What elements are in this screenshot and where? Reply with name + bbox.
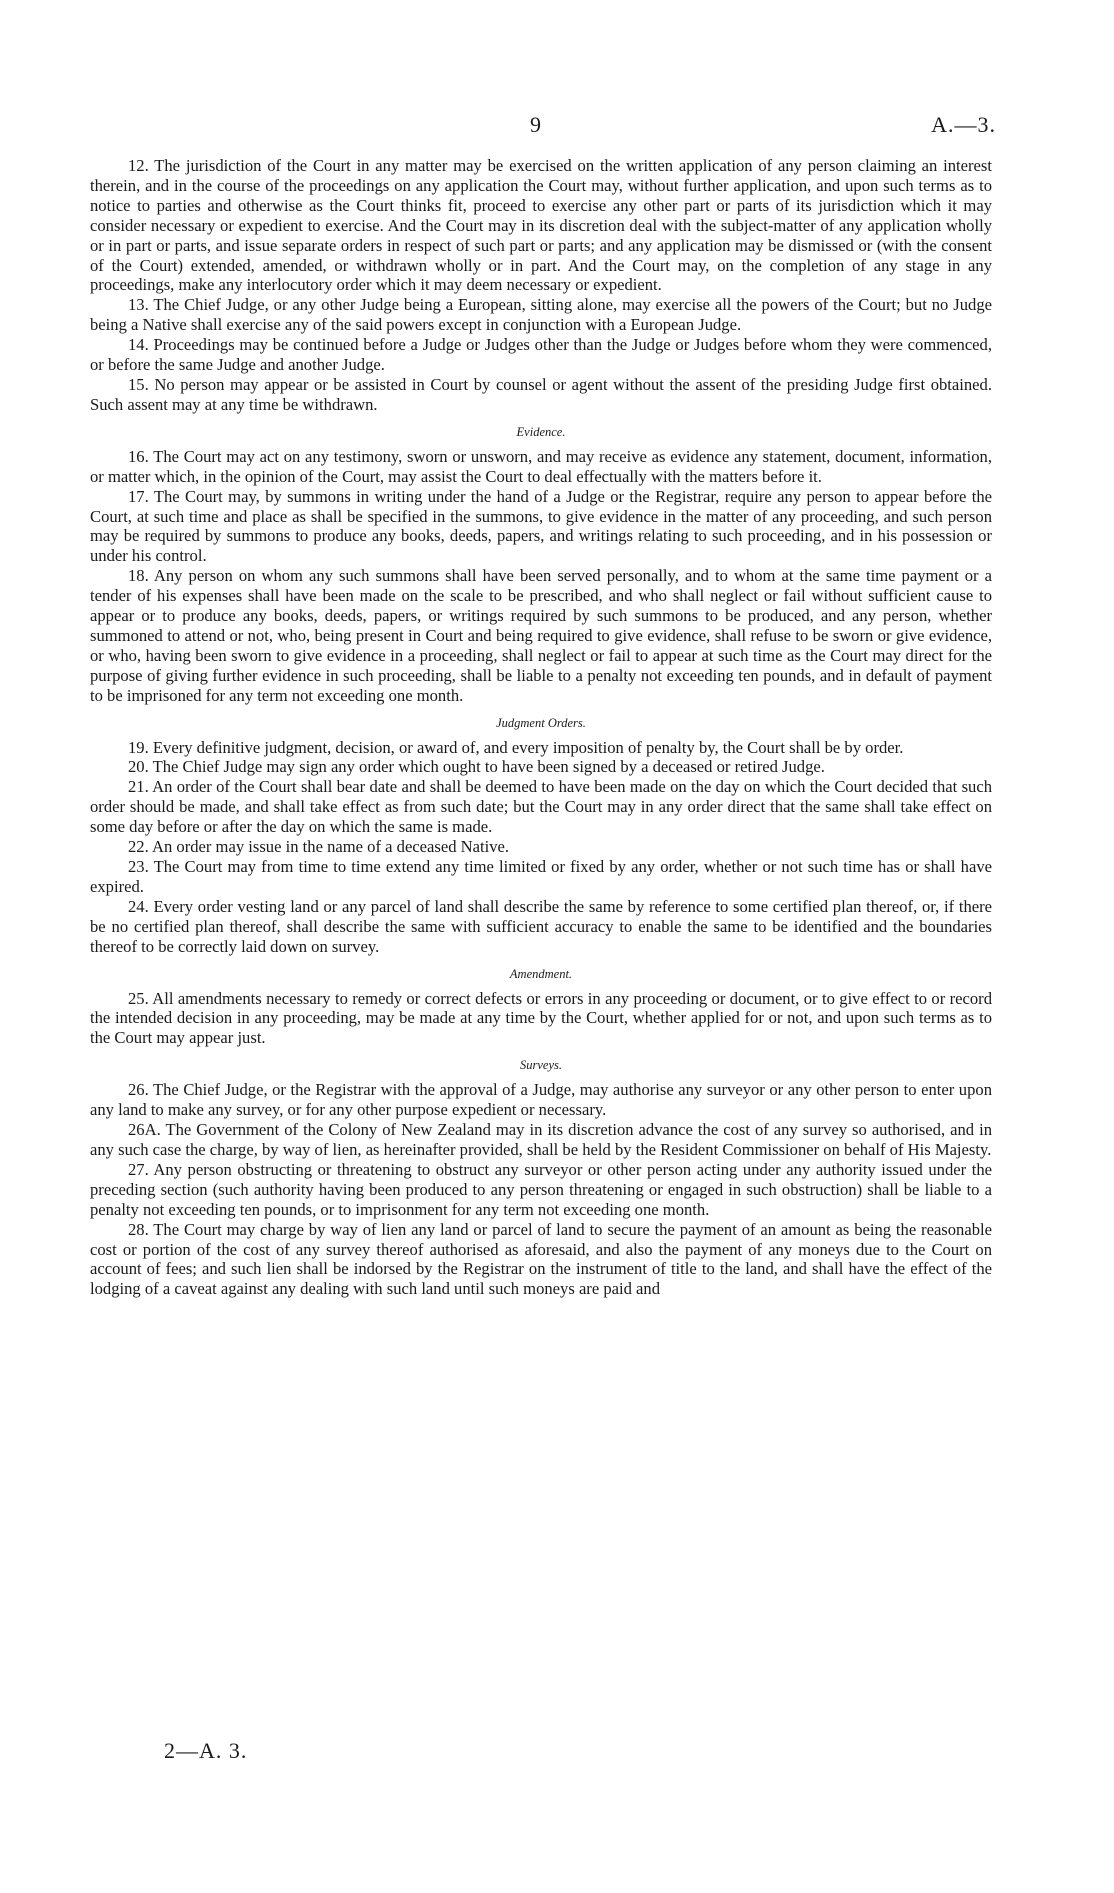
section-25: 25. All amendments necessary to remedy or correct defects or errors in any proceeding or document, or to give effect to or record the intended decision in any proceeding, may be made at any time by the Court, whether applied for or not, and upon such terms as to the Court may appear just. [90,988,992,1048]
section-18: 18. Any person on whom any such summons shall have been served personally, and to whom at the same time payment or a tender of his expenses shall have been made on the scale to be prescribed, and who shall neglect or fail without sufficient cause to appear or to produce any books, deeds, papers, or writings required by such summons to be produced, and any person, whether summoned to attend or not, who, being present in Court and being required to give evidence, shall refuse to be sworn or give evidence, or who, having been sworn to give evidence in a proceeding, shall neglect or fail to appear at such time as the Court may direct for the purpose of giving further evidence in such proceeding, shall be liable to a penalty not exceeding ten pounds, and in default of payment to be imprisoned for any term not exceeding one month. [90,566,992,705]
section-21: 21. An order of the Court shall bear date and shall be deemed to have been made on the day on which the Court decided that such order should be made, and shall take effect as from such date; but the Court may in any order direct that the same shall take effect on some day before or after the day on which the same is made. [90,777,992,837]
page-number: 9 [530,112,541,137]
paper-reference: A.—3. [931,112,996,137]
section-23: 23. The Court may from time to time extend any time limited or fixed by any order, whether or not such time has or shall have expired. [90,857,992,896]
section-15: 15. No person may appear or be assisted in Court by counsel or agent without the assent of the presiding Judge first obtained. Such assent may at any time be withdrawn. [90,374,992,414]
section-26: 26. The Chief Judge, or the Registrar with the approval of a Judge, may authorise any surveyor or any other person to enter upon any land to make any survey, or for any other purpose expedient or necessary. [90,1080,992,1120]
section-24: 24. Every order vesting land or any parcel of land shall describe the same by reference to some certified plan thereof, or, if there be no certified plan thereof, shall describe the same with sufficient accuracy to enable the same to be identified and the boundaries thereof to be correctly laid down on survey. [90,896,992,956]
heading-evidence: Evidence. [516,424,566,439]
section-13: 13. The Chief Judge, or any other Judge being a European, sitting alone, may exercise all the powers of the Court; but no Judge being a Native shall exercise any of the said powers except in conjunction with a European Judge. [90,295,992,335]
section-20: 20. The Chief Judge may sign any order which ought to have been signed by a deceased or retired Judge. [128,757,825,777]
signature-mark: 2—A. 3. [164,1738,248,1763]
section-27: 27. Any person obstructing or threatening to obstruct any surveyor or other person acting under any authority issued under the preceding section (such authority having been produced to any person threatening or engaged in such obstruction) shall be liable to a penalty not exceeding ten pounds, or to imprisonment for any term not exceeding one month. [90,1159,992,1219]
section-22: 22. An order may issue in the name of a deceased Native. [128,837,510,857]
section-12: 12. The jurisdiction of the Court in any matter may be exercised on the written application of any person claiming an interest therein, and in the course of the proceedings on any application the Court may, without further application, and upon such terms as to notice to parties and otherwise as the Court thinks fit, proceed to exercise any other part or parts of its jurisdiction which it may consider necessary or expedient to exercise. And the Court may in its discretion deal with the subject-matter of any application wholly or in part or parts, and issue separate orders in respect of such part or parts; and any application may be dismissed or (with the consent of the Court) extended, amended, or withdrawn wholly or in part. And the Court may, on the completion of any stage in any proceedings, make any interlocutory order which it may deem necessary or expedient. [90,156,992,295]
section-16: 16. The Court may act on any testimony, sworn or unsworn, and may receive as evidence any statement, document, information, or matter which, in the opinion of the Court, may assist the Court to deal effectually with the matters before it. [90,446,992,486]
section-28: 28. The Court may charge by way of lien any land or parcel of land to secure the payment of an amount as being the reasonable cost or portion of the cost of any survey thereof authorised as aforesaid, and also the payment of any moneys due to the Court on account of fees; and such lien shall be indorsed by the Registrar on the instrument of title to the land, and shall have the effect of the lodging of a caveat against any dealing with such land until such moneys are paid and [90,1219,992,1299]
section-19: 19. Every definitive judgment, decision, or award of, and every imposition of penalty by, the Court shall be by order. [128,737,904,757]
heading-surveys: Surveys. [520,1058,562,1073]
section-14: 14. Proceedings may be continued before a Judge or Judges other than the Judge or Judges before whom they were commenced, or before the same Judge and another Judge. [90,335,992,375]
document-body [90,156,992,1299]
heading-amendment: Amendment. [509,966,573,981]
heading-judgment-orders: Judgment Orders. [496,715,586,730]
section-26a: 26A. The Government of the Colony of New Zealand may in its discretion advance the cost of any survey so authorised, and in any such case the charge, by way of lien, as hereinafter provided, shall be held by the Resident Commissioner on behalf of His Majesty. [90,1120,992,1159]
section-17: 17. The Court may, by summons in writing under the hand of a Judge or the Registrar, require any person to appear before the Court, at such time and place as shall be specified in the summons, to give evidence in the matter of any proceeding, and such person may be required by summons to produce any books, deeds, papers, and writings relating to such proceeding, and in his possession or under his control. [90,486,992,566]
